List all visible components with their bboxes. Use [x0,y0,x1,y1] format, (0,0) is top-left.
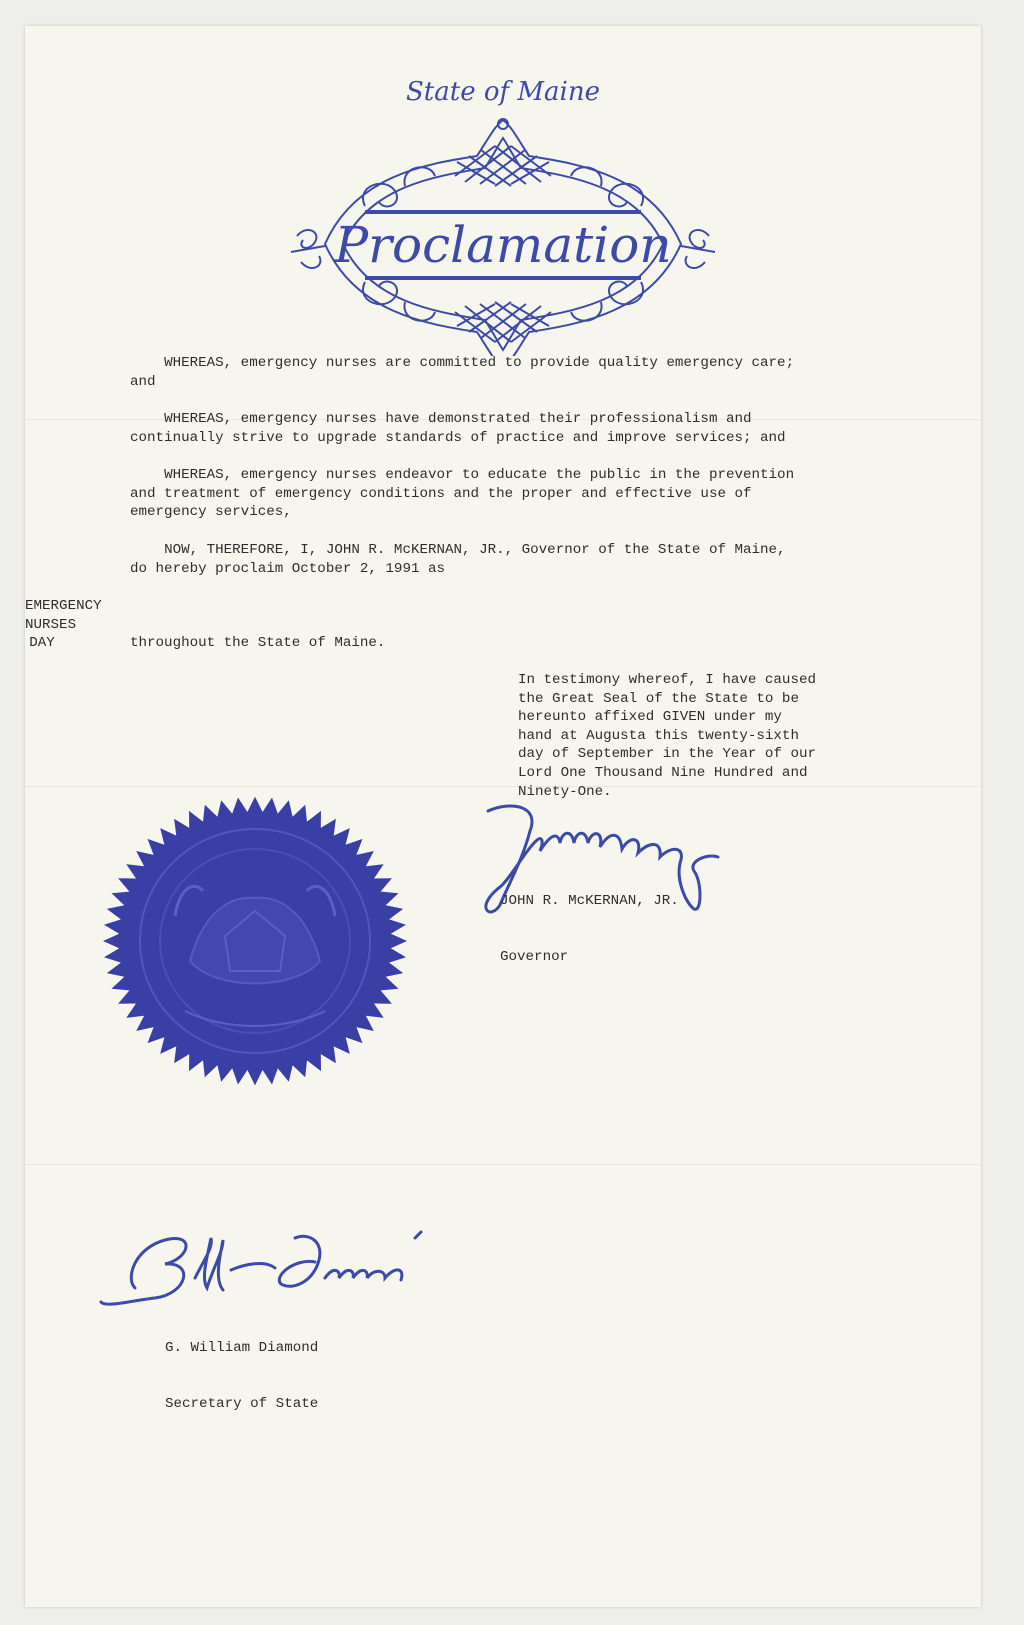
fold-line [25,1164,981,1166]
governor-title: Governor [500,948,569,965]
whereas-paragraph-3: WHEREAS, emergency nurses endeavor to educate the public in the prevention and treatment of emergency conditions and the proper and effective use of emergency services, [130,467,795,521]
proclamation-header-ornament [25,26,981,356]
throughout-line: throughout the State of Maine. [130,635,386,651]
governor-name: JOHN R. McKERNAN, JR. [500,893,679,910]
proclaim-paragraph: NOW, THEREFORE, I, JOHN R. McKERNAN, JR., Governor of the State of Maine, do hereby proclaim October 2, 1991 as [130,542,786,577]
secretary-name: G. William Diamond [165,1340,319,1357]
proclamation-document [25,26,981,1607]
secretary-title: Secretary of State [165,1395,319,1412]
whereas-paragraph-1: WHEREAS, emergency nurses are committed to provide quality emergency care; and [130,355,795,390]
proclamation-title: Proclamation [334,216,672,274]
whereas-paragraph-2: WHEREAS, emergency nurses have demonstrated their professionalism and continually strive to upgrade standards of practice and improve services; and [130,411,786,446]
testimony-paragraph: In testimony whereof, I have caused the Great Seal of the State to be hereunto affixed GIVEN under my hand at Augusta this twenty-sixth day of September in the Year of our Lord One Thousand Nine Hundred and Ninety-One. [518,672,816,800]
great-seal-of-maine [85,786,425,1096]
emergency-nurses-day-heading: EMERGENCY NURSES DAY [25,598,111,652]
state-of-maine-heading: State of Maine [406,77,600,107]
